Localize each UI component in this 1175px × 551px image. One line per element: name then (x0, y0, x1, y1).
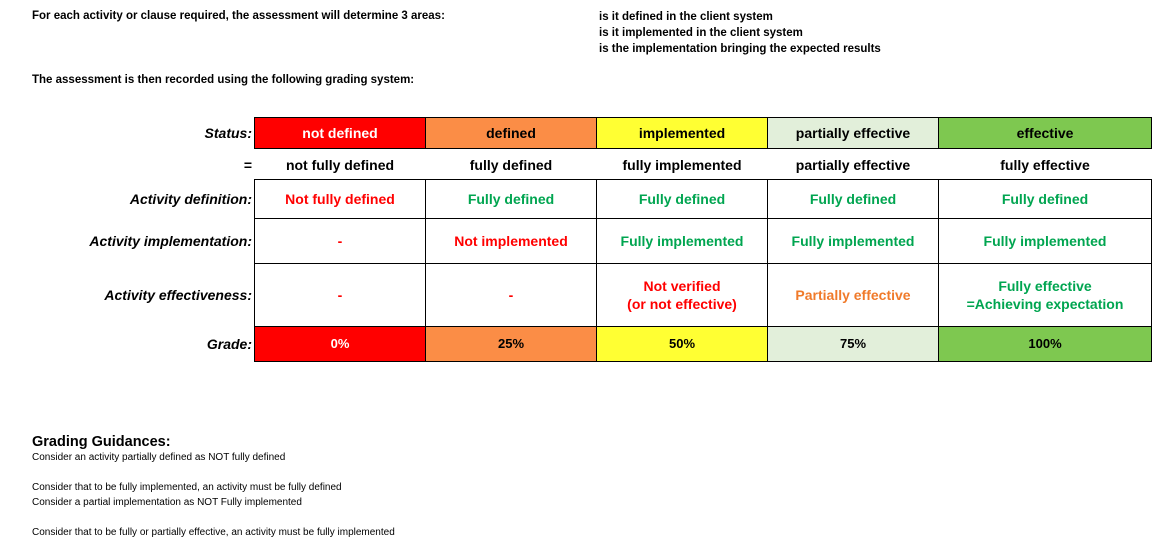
effectiveness-cell: - (425, 263, 597, 327)
meaning-cell: partially effective (795, 156, 911, 173)
area-item: is it defined in the client system (599, 11, 773, 23)
definition-cell: Fully defined (938, 179, 1152, 219)
status-cell: not defined (254, 117, 426, 149)
status-cell: partially effective (767, 117, 939, 149)
effectiveness-line: Fully effective (998, 278, 1092, 294)
meaning-cell: fully implemented (622, 156, 742, 173)
guidance-line: Consider that to be fully or partially effective, an activity must be fully implemented (32, 527, 395, 538)
implementation-cell: Not implemented (425, 218, 597, 264)
implementation-cell: Fully implemented (938, 218, 1152, 264)
status-cell: implemented (596, 117, 768, 149)
grade-row-label: Grade: (206, 336, 252, 352)
grade-cell: 100% (938, 326, 1152, 362)
guidance-line: Consider an activity partially defined as NOT fully defined (32, 452, 286, 463)
area-item: is the implementation bringing the expected results (599, 43, 881, 55)
effectiveness-line: =Achieving expectation (966, 296, 1124, 312)
definition-cell: Fully defined (767, 179, 939, 219)
effectiveness-cell (596, 263, 768, 327)
assessment-areas-list (599, 9, 881, 57)
effectiveness-cell: Partially effective (767, 263, 939, 327)
implementation-cell: Fully implemented (596, 218, 768, 264)
implementation-cell: Fully implemented (767, 218, 939, 264)
area-item: is it implemented in the client system (599, 27, 803, 39)
status-row-label: Status: (204, 125, 252, 141)
status-cell: defined (425, 117, 597, 149)
grade-cell: 50% (596, 326, 768, 362)
effectiveness-line: (or not effective) (627, 296, 737, 312)
definition-cell: Fully defined (596, 179, 768, 219)
status-cell: effective (938, 117, 1152, 149)
implementation-row-label: Activity implementation: (89, 233, 252, 249)
effectiveness-row-label: Activity effectiveness: (104, 287, 252, 303)
grade-cell: 0% (254, 326, 426, 362)
definition-row-label: Activity definition: (129, 191, 252, 207)
definition-cell: Not fully defined (254, 179, 426, 219)
meaning-cell: fully defined (469, 156, 553, 173)
meaning-cell: fully effective (1000, 156, 1090, 173)
guidance-line: Consider that to be fully implemented, an activity must be fully defined (32, 482, 342, 493)
equals-row-label: = (243, 157, 252, 173)
meaning-cell: not fully defined (285, 156, 395, 173)
effectiveness-cell: - (254, 263, 426, 327)
grade-cell: 75% (767, 326, 939, 362)
effectiveness-cell (938, 263, 1152, 327)
grade-cell: 25% (425, 326, 597, 362)
intro-text: For each activity or clause required, the assessment will determine 3 areas: (32, 10, 445, 22)
guidance-title: Grading Guidances: (32, 434, 171, 450)
grading-intro-text: The assessment is then recorded using the following grading system: (32, 74, 415, 86)
effectiveness-line: Not verified (643, 278, 721, 294)
guidance-line: Consider a partial implementation as NOT Fully implemented (32, 497, 302, 508)
implementation-cell: - (254, 218, 426, 264)
definition-cell: Fully defined (425, 179, 597, 219)
